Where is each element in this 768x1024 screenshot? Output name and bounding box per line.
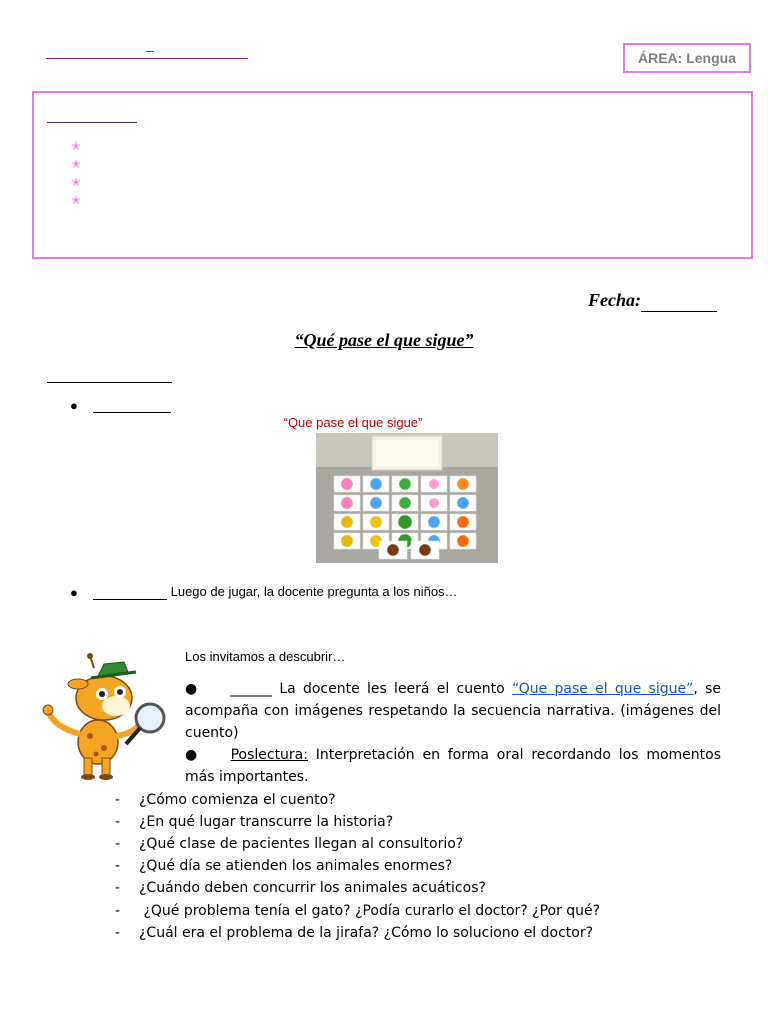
bullet2-line — [93, 584, 458, 600]
bullet-glyph: ● — [185, 681, 201, 697]
list-item: - ¿Cuál era el problema de la jirafa? ¿Cómo lo soluciono el doctor? — [115, 925, 594, 941]
list-item: - ¿Cómo comienza el cuento? — [115, 792, 336, 808]
star-icon: ✭ — [71, 157, 82, 171]
reading-blank: ______ — [230, 681, 273, 697]
image-caption: “Que pase el que sigue” — [283, 415, 423, 430]
bullet2-text: Luego de jugar, la docente pregunta a los niños… — [167, 584, 458, 599]
objectives-heading-blank — [47, 122, 137, 123]
reading-bullet-1 — [185, 678, 721, 744]
poslectura-text: Interpretación en forma oral recordando los momentos más importantes. — [185, 747, 721, 785]
date-field — [588, 290, 717, 312]
poslectura-label: Poslectura: — [230, 747, 308, 763]
list-item: - ¿Qué problema tenía el gato? ¿Podía curarlo el doctor? ¿Por qué? — [115, 903, 601, 919]
section-heading-blank — [47, 382, 172, 383]
list-item: - ¿En qué lugar transcurre la historia? — [115, 814, 394, 830]
area-label-box — [623, 43, 751, 73]
story-link[interactable]: “Que pase el que sigue” — [511, 681, 694, 697]
reading-text-a: La docente les leerá el cuento — [272, 681, 512, 697]
objectives-box — [32, 91, 753, 259]
date-blank — [641, 290, 717, 312]
star-icon: ✭ — [71, 139, 82, 153]
star-icon: ✭ — [71, 175, 82, 189]
intro-text: Los invitamos a descubrir… — [185, 649, 346, 664]
list-item: - ¿Qué día se atienden los animales enormes? — [115, 858, 453, 874]
title-text: “Qué pase el que sigue” — [294, 330, 474, 350]
name-dash: _ — [146, 36, 154, 52]
bullet2-blank — [93, 584, 167, 600]
bullet-glyph: ● — [185, 747, 201, 763]
bullet-glyph: ● — [70, 398, 78, 413]
star-icon: ✭ — [71, 193, 82, 207]
date-label: Fecha: — [588, 290, 641, 310]
name-blank-line — [46, 58, 248, 59]
list-item: - ¿Qué clase de pacientes llegan al consultorio? — [115, 836, 464, 852]
area-label: ÁREA: Lengua — [638, 50, 736, 66]
list-item: - ¿Cuándo deben concurrir los animales acuáticos? — [115, 880, 486, 896]
page-title — [0, 330, 768, 351]
reading-text-b: , se acompaña con imágenes respetando la secuencia narrativa. (imágenes del cuento) — [185, 681, 722, 741]
bullet1-blank — [93, 412, 171, 413]
memory-cards-photo — [316, 433, 498, 563]
reading-bullet-2 — [185, 744, 721, 788]
giraffe-detective-icon — [36, 650, 172, 780]
bullet-glyph: ● — [70, 585, 78, 600]
